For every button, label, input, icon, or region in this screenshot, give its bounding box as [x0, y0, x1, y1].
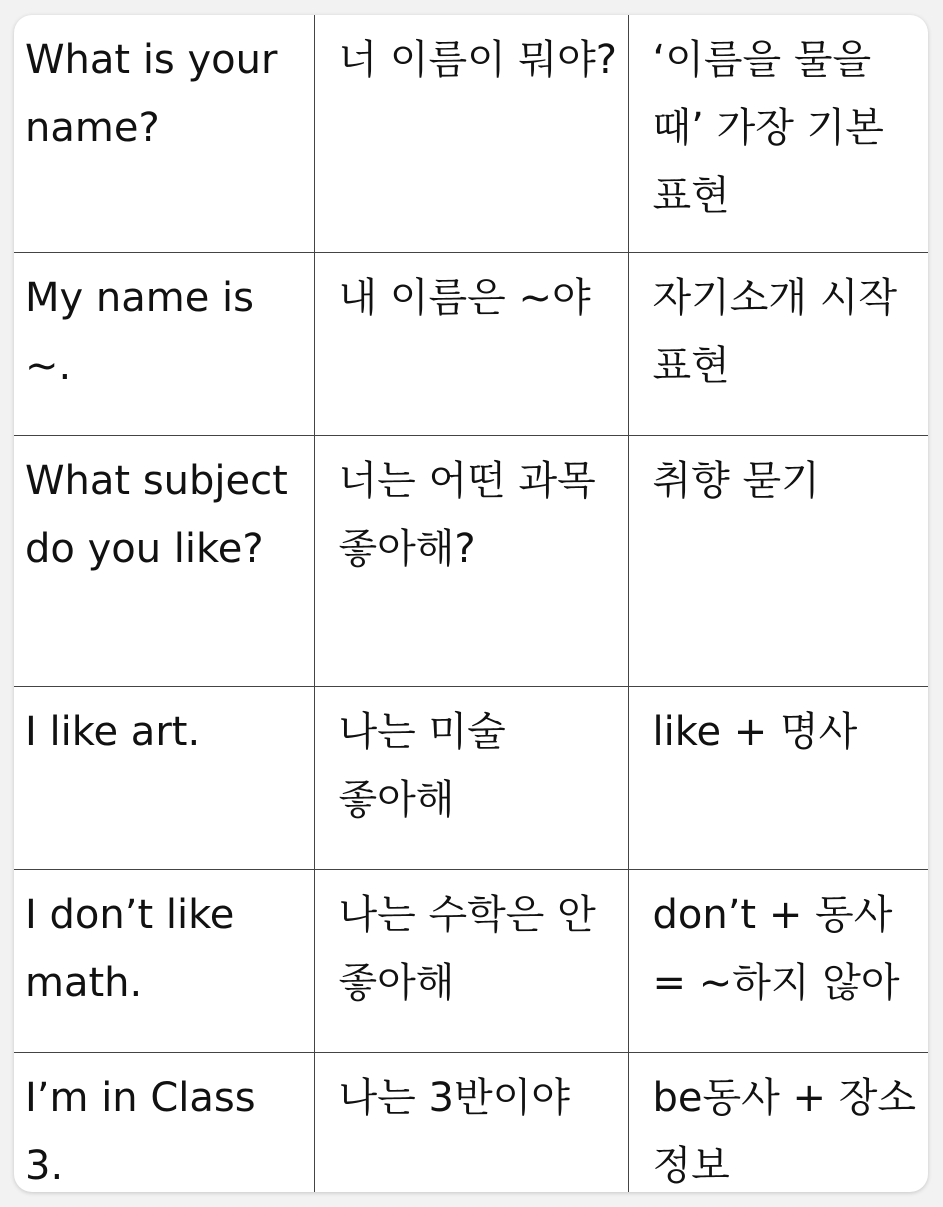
note-cell: 취향 묻기 — [628, 435, 928, 686]
korean-cell: 너는 어떤 과목 좋아해? — [314, 435, 628, 686]
phrase-table-card — [14, 15, 928, 1192]
note-cell: 자기소개 시작 표현 — [628, 252, 928, 435]
note-cell: like + 명사 — [628, 686, 928, 869]
table-row — [14, 15, 928, 252]
note-cell: don’t + 동사 = ~하지 않아 — [628, 869, 928, 1052]
korean-cell: 나는 3반이야 — [314, 1052, 628, 1192]
english-cell: I don’t like math. — [14, 869, 314, 1052]
korean-cell: 나는 미술 좋아해 — [314, 686, 628, 869]
english-cell: What is your name? — [14, 15, 314, 252]
table-row — [14, 252, 928, 435]
note-cell: be동사 + 장소 정보 — [628, 1052, 928, 1192]
english-cell: I’m in Class 3. — [14, 1052, 314, 1192]
note-cell: ‘이름을 물을 때’ 가장 기본 표현 — [628, 15, 928, 252]
english-cell: I like art. — [14, 686, 314, 869]
korean-cell: 너 이름이 뭐야? — [314, 15, 628, 252]
table-row — [14, 686, 928, 869]
english-cell: What subject do you like? — [14, 435, 314, 686]
phrase-table — [14, 15, 928, 1192]
table-row — [14, 869, 928, 1052]
korean-cell: 나는 수학은 안 좋아해 — [314, 869, 628, 1052]
table-row — [14, 1052, 928, 1192]
english-cell: My name is ~. — [14, 252, 314, 435]
table-row — [14, 435, 928, 686]
korean-cell: 내 이름은 ~야 — [314, 252, 628, 435]
